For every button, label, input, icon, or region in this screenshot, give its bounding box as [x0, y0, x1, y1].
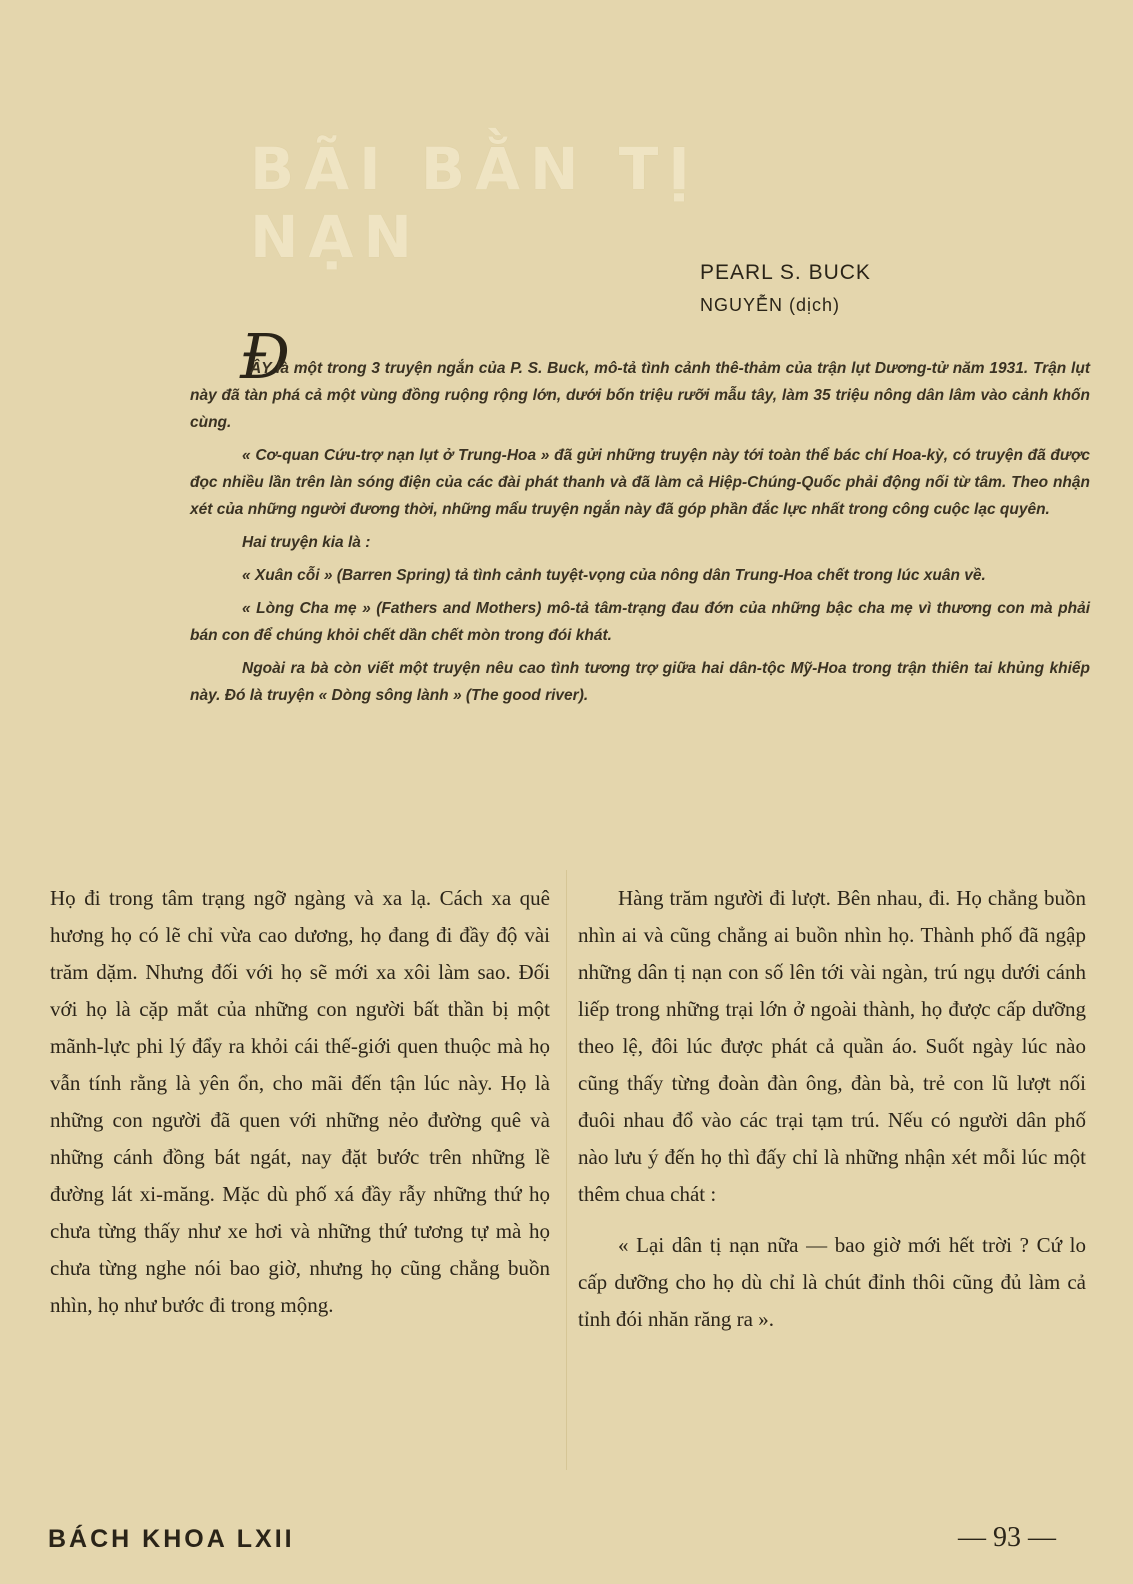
intro-block: [190, 355, 1090, 715]
page-number: — 93 —: [958, 1522, 1056, 1553]
body-paragraph: Họ đi trong tâm trạng ngỡ ngàng và xa lạ. Cách xa quê hương họ có lẽ chỉ vừa cao dương, họ đang đi đầy độ vài trăm dặm. Nhưng đối với họ sẽ mới xa xôi làm sao. Đối với họ là cặp mắt của những con người bất thần bị một mãnh-lực phi lý đẩy ra khỏi cái thế-giới quen thuộc mà họ vẫn tính rằng là yên ổn, cho mãi đến tận lúc này. Họ là những con người đã quen với những nẻo đường quê và những cánh đồng bát ngát, nay đặt bước trên những lề đường lát xi-măng. Mặc dù phố xá đầy rẫy những thứ họ chưa từng thấy như xe hơi và những thứ tương tự mà họ chưa từng nghe nói bao giờ, nhưng họ cũng chẳng buồn nhìn, họ như bước đi trong mộng.: [50, 886, 550, 1317]
intro-paragraph: « Xuân cỗi » (Barren Spring) tả tình cảnh tuyệt-vọng của nông dân Trung-Hoa chết trong lúc xuân về.: [242, 567, 986, 584]
body-right-column: [578, 880, 1086, 1352]
body-paragraph: « Lại dân tị nạn nữa — bao giờ mới hết trời ? Cứ lo cấp dưỡng cho họ dù chỉ là chút đỉnh thôi cũng đủ làm cả tỉnh đói nhăn răng ra ».: [578, 1233, 1086, 1331]
intro-paragraph: Hai truyện kia là :: [242, 534, 371, 551]
intro-paragraph: Ngoài ra bà còn viết một truyện nêu cao tình tương trợ giữa hai dân-tộc Mỹ-Hoa trong trận thiên tai khủng khiếp này. Đó là truyện « Dòng sông lành » (The good river).: [190, 660, 1090, 704]
body-left-column: [50, 880, 550, 1338]
magazine-name: BÁCH KHOA LXII: [48, 1525, 295, 1553]
translator: [700, 289, 871, 321]
byline: [700, 257, 871, 321]
author-name: PEARL S. BUCK: [700, 261, 871, 284]
drop-cap: Đ: [240, 320, 291, 393]
intro-paragraph: « Cơ-quan Cứu-trợ nạn lụt ở Trung-Hoa » đã gửi những truyện này tới toàn thể bác chí Hoa-kỳ, có truyện đã được đọc nhiều lần trên làn sóng điện của các đài phát thanh và đã làm cả Hiệp-Chúng-Quốc phải động nối từ tâm. Theo nhận xét của những người đương thời, những mẩu truyện ngắn này đã góp phần đắc lực nhất trong công cuộc lạc quyên.: [190, 447, 1090, 518]
translator-name: NGUYỄN: [700, 295, 784, 315]
intro-paragraph: « Lòng Cha mẹ » (Fathers and Mothers) mô-tả tâm-trạng đau đớn của những bậc cha mẹ vì thương con mà phải bán con để chúng khỏi chết dần chết mòn trong đói khát.: [190, 600, 1090, 644]
translator-note: (dịch): [789, 295, 841, 315]
intro-paragraph: ÂY là một trong 3 truyện ngắn của P. S. Buck, mô-tả tình cảnh thê-thảm của trận lụt Dương-tử năm 1931. Trận lụt này đã tàn phá cả một vùng đồng ruộng rộng lớn, dưới bốn triệu rưỡi mẫu tây, làm 35 triệu nông dân lâm vào cảnh khốn cùng.: [190, 360, 1090, 431]
body-paragraph: Hàng trăm người đi lượt. Bên nhau, đi. Họ chẳng buồn nhìn ai và cũng chẳng ai buồn nhìn họ. Thành phố đã ngập những dân tị nạn con số lên tới vài ngàn, trú ngụ dưới cánh liếp trong những trại lớn ở ngoài thành, họ được cấp dưỡng theo lệ, đôi lúc được phát cả quần áo. Suốt ngày lúc nào cũng thấy từng đoàn đàn ông, đàn bà, trẻ con lũ lượt nối đuôi nhau đổ vào các trại tạm trú. Nếu có người dân phố nào lưu ý đến họ thì đấy chỉ là những nhận xét mỗi lúc một thêm chua chát :: [578, 886, 1086, 1206]
column-divider: [566, 870, 567, 1470]
article-title: BÃI BẰN TỊ NẠN: [250, 135, 700, 271]
